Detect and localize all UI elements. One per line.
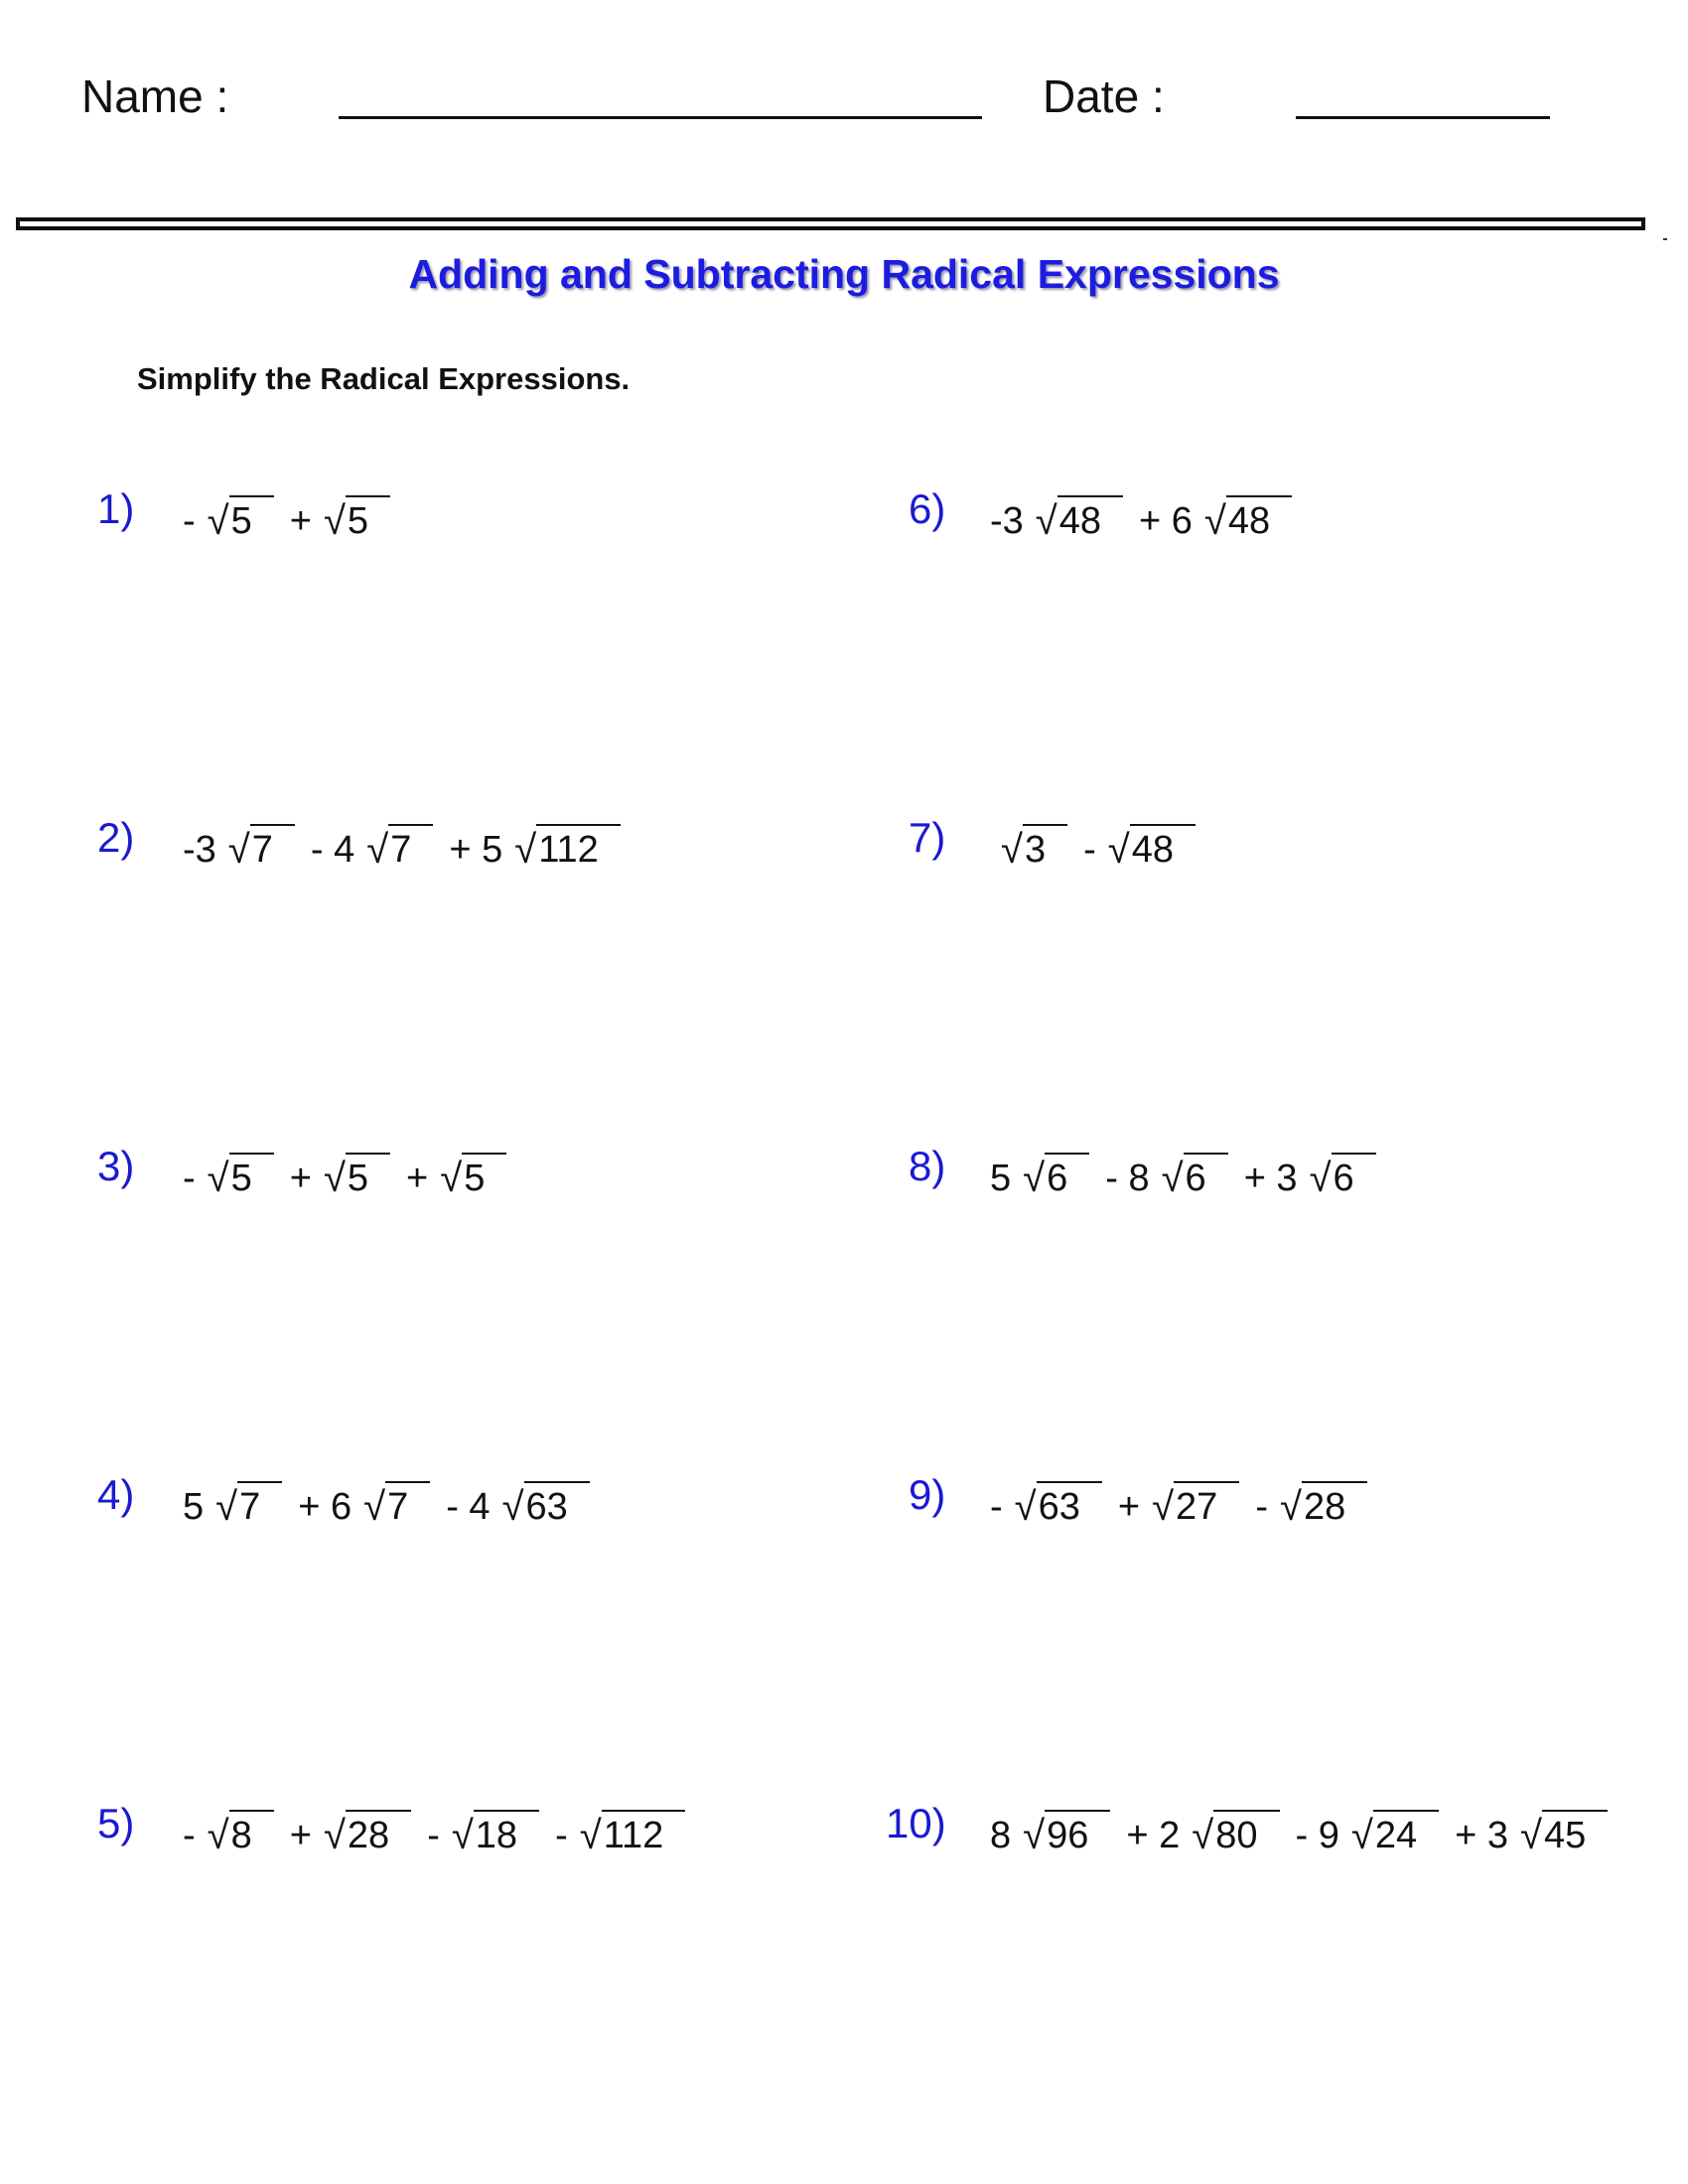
term <box>1139 491 1292 545</box>
square-root-icon: √ <box>514 827 537 872</box>
radicand: 5 <box>346 495 390 545</box>
radicand: 3 <box>1023 824 1067 874</box>
radical <box>1001 820 1067 874</box>
square-root-icon: √ <box>1107 827 1130 872</box>
term <box>449 820 620 874</box>
square-root-icon: √ <box>215 1484 238 1529</box>
radical <box>1108 820 1196 874</box>
coefficient: + <box>289 1158 312 1199</box>
square-root-icon: √ <box>1035 498 1057 543</box>
term <box>427 1806 539 1859</box>
radical <box>1192 1806 1279 1859</box>
expression <box>990 491 1292 545</box>
radicand: 6 <box>1184 1153 1228 1202</box>
coefficient: - 9 <box>1295 1815 1339 1856</box>
radical <box>1023 1149 1089 1202</box>
coefficient: + <box>406 1158 429 1199</box>
radicand: 7 <box>250 824 295 874</box>
square-root-icon: √ <box>579 1813 602 1857</box>
expression <box>183 1806 685 1859</box>
coefficient: + <box>289 500 312 542</box>
radical <box>324 491 390 545</box>
square-root-icon: √ <box>1309 1156 1332 1200</box>
problem-9 <box>844 1470 1638 1530</box>
term <box>183 820 295 874</box>
radical <box>1036 491 1123 545</box>
problem-number: 10) <box>886 1800 946 1846</box>
instructions: Simplify the Radical Expressions. <box>137 361 631 396</box>
problem-number: 4) <box>97 1471 135 1518</box>
term <box>1083 820 1196 874</box>
expression <box>990 1806 1608 1859</box>
problem-2 <box>0 813 794 873</box>
term <box>311 820 433 874</box>
coefficient: + <box>289 1815 312 1856</box>
square-root-icon: √ <box>207 498 229 543</box>
square-root-icon: √ <box>207 1156 229 1200</box>
square-root-icon: √ <box>363 1484 386 1529</box>
expression <box>183 491 390 545</box>
square-root-icon: √ <box>1001 827 1023 872</box>
coefficient: - <box>555 1815 568 1856</box>
radical <box>580 1806 686 1859</box>
coefficient: - <box>183 1158 196 1199</box>
square-root-icon: √ <box>323 498 346 543</box>
radical <box>366 820 433 874</box>
radical <box>1351 1806 1439 1859</box>
problem-4 <box>0 1470 794 1530</box>
coefficient: - 4 <box>446 1486 491 1528</box>
coefficient: - <box>183 1815 196 1856</box>
square-root-icon: √ <box>1192 1813 1214 1857</box>
problem-number: 1) <box>97 485 135 532</box>
term <box>990 491 1123 545</box>
square-root-icon: √ <box>1350 1813 1373 1857</box>
square-root-icon: √ <box>501 1484 524 1529</box>
square-root-icon: √ <box>1519 1813 1542 1857</box>
worksheet-title: Adding and Subtracting Radical Expressions <box>408 251 1280 297</box>
term <box>990 1806 1110 1859</box>
radicand: 63 <box>524 1481 590 1531</box>
radicand: 7 <box>388 824 433 874</box>
term <box>1455 1806 1608 1859</box>
coefficient: + 5 <box>449 829 503 871</box>
problem-number: 2) <box>97 814 135 861</box>
coefficient: 5 <box>183 1486 205 1528</box>
expression <box>990 1477 1367 1531</box>
square-root-icon: √ <box>1203 498 1226 543</box>
term <box>990 1149 1089 1202</box>
coefficient: - 4 <box>310 829 355 871</box>
problem-number: 7) <box>909 814 946 861</box>
term <box>555 1806 685 1859</box>
square-root-icon: √ <box>451 1813 474 1857</box>
coefficient: -3 <box>183 829 216 871</box>
expression <box>183 1149 506 1202</box>
radicand: 80 <box>1213 1810 1279 1859</box>
expression <box>1001 820 1196 874</box>
term <box>183 1149 274 1202</box>
radical <box>324 1149 390 1202</box>
coefficient: + 3 <box>1243 1158 1298 1199</box>
square-root-icon: √ <box>1279 1484 1302 1529</box>
problem-8 <box>844 1142 1638 1201</box>
radicand: 48 <box>1226 495 1292 545</box>
coefficient: + 6 <box>298 1486 352 1528</box>
radical <box>1310 1149 1376 1202</box>
square-root-icon: √ <box>323 1813 346 1857</box>
radicand: 45 <box>1542 1810 1608 1859</box>
radical <box>208 491 274 545</box>
term <box>290 1149 390 1202</box>
coefficient: 8 <box>990 1815 1012 1856</box>
square-root-icon: √ <box>366 827 389 872</box>
problem-number: 6) <box>909 485 946 532</box>
problem-number: 8) <box>909 1143 946 1189</box>
radical <box>440 1149 506 1202</box>
radical <box>228 820 295 874</box>
radicand: 8 <box>229 1810 274 1859</box>
radical <box>514 820 621 874</box>
term <box>1118 1477 1239 1531</box>
name-label: Name : <box>81 70 229 122</box>
radical <box>1204 491 1292 545</box>
date-blank-line[interactable] <box>1296 116 1550 119</box>
square-root-icon: √ <box>1152 1484 1175 1529</box>
radical <box>1015 1477 1102 1531</box>
radical <box>215 1477 282 1531</box>
radicand: 18 <box>474 1810 539 1859</box>
radicand: 63 <box>1037 1481 1102 1531</box>
expression <box>183 820 621 874</box>
problem-number: 5) <box>97 1800 135 1846</box>
radical <box>1280 1477 1367 1531</box>
square-root-icon: √ <box>1023 1156 1046 1200</box>
radicand: 5 <box>229 1153 274 1202</box>
square-root-icon: √ <box>207 1813 229 1857</box>
term <box>990 1477 1102 1531</box>
square-root-icon: √ <box>1023 1813 1046 1857</box>
problem-number: 9) <box>909 1471 946 1518</box>
expression <box>183 1477 590 1531</box>
radicand: 7 <box>237 1481 282 1531</box>
coefficient: + 2 <box>1126 1815 1181 1856</box>
term <box>183 1806 274 1859</box>
coefficient: -3 <box>990 500 1024 542</box>
term <box>290 491 390 545</box>
problem-10 <box>844 1799 1658 1858</box>
coefficient: + 3 <box>1455 1815 1508 1856</box>
term <box>1001 820 1067 874</box>
square-root-icon: √ <box>1161 1156 1184 1200</box>
problem-7 <box>844 813 1638 873</box>
problem-number: 3) <box>97 1143 135 1189</box>
term <box>1105 1149 1227 1202</box>
coefficient: - <box>1255 1486 1268 1528</box>
coefficient: 5 <box>990 1158 1012 1199</box>
problem-5 <box>0 1799 794 1858</box>
radical <box>324 1806 411 1859</box>
radicand: 96 <box>1045 1810 1110 1859</box>
radicand: 6 <box>1332 1153 1376 1202</box>
radicand: 5 <box>462 1153 506 1202</box>
coefficient: - <box>427 1815 440 1856</box>
coefficient: - 8 <box>1105 1158 1150 1199</box>
divider-mark <box>1663 238 1667 240</box>
radicand: 5 <box>229 495 274 545</box>
problem-1 <box>0 484 794 544</box>
problem-3 <box>0 1142 794 1201</box>
term <box>406 1149 506 1202</box>
radicand: 112 <box>602 1810 686 1859</box>
radicand: 6 <box>1045 1153 1089 1202</box>
radical <box>1520 1806 1608 1859</box>
term <box>1126 1806 1279 1859</box>
radical <box>1152 1477 1239 1531</box>
radicand: 27 <box>1174 1481 1239 1531</box>
radical <box>1162 1149 1228 1202</box>
radicand: 5 <box>346 1153 390 1202</box>
expression <box>990 1149 1376 1202</box>
radicand: 7 <box>385 1481 430 1531</box>
radical <box>452 1806 539 1859</box>
term <box>1244 1149 1376 1202</box>
coefficient: + 6 <box>1139 500 1193 542</box>
term <box>183 1477 282 1531</box>
radicand: 112 <box>536 824 621 874</box>
coefficient: + <box>1117 1486 1141 1528</box>
radicand: 28 <box>346 1810 411 1859</box>
coefficient: - <box>990 1486 1003 1528</box>
coefficient: - <box>183 500 196 542</box>
term <box>1296 1806 1440 1859</box>
coefficient: - <box>1083 829 1096 871</box>
term <box>298 1477 430 1531</box>
square-root-icon: √ <box>440 1156 463 1200</box>
radicand: 48 <box>1130 824 1196 874</box>
radical <box>502 1477 590 1531</box>
radical <box>208 1806 274 1859</box>
radical <box>363 1477 430 1531</box>
term <box>1255 1477 1367 1531</box>
radical <box>1023 1806 1110 1859</box>
radical <box>208 1149 274 1202</box>
date-label: Date : <box>1043 70 1165 122</box>
radicand: 24 <box>1373 1810 1439 1859</box>
name-blank-line[interactable] <box>339 116 982 119</box>
problem-6 <box>844 484 1638 544</box>
term <box>446 1477 590 1531</box>
header-divider <box>16 217 1645 230</box>
radicand: 48 <box>1057 495 1123 545</box>
term <box>290 1806 411 1859</box>
square-root-icon: √ <box>227 827 250 872</box>
radicand: 28 <box>1302 1481 1367 1531</box>
square-root-icon: √ <box>1014 1484 1037 1529</box>
term <box>183 491 274 545</box>
square-root-icon: √ <box>323 1156 346 1200</box>
